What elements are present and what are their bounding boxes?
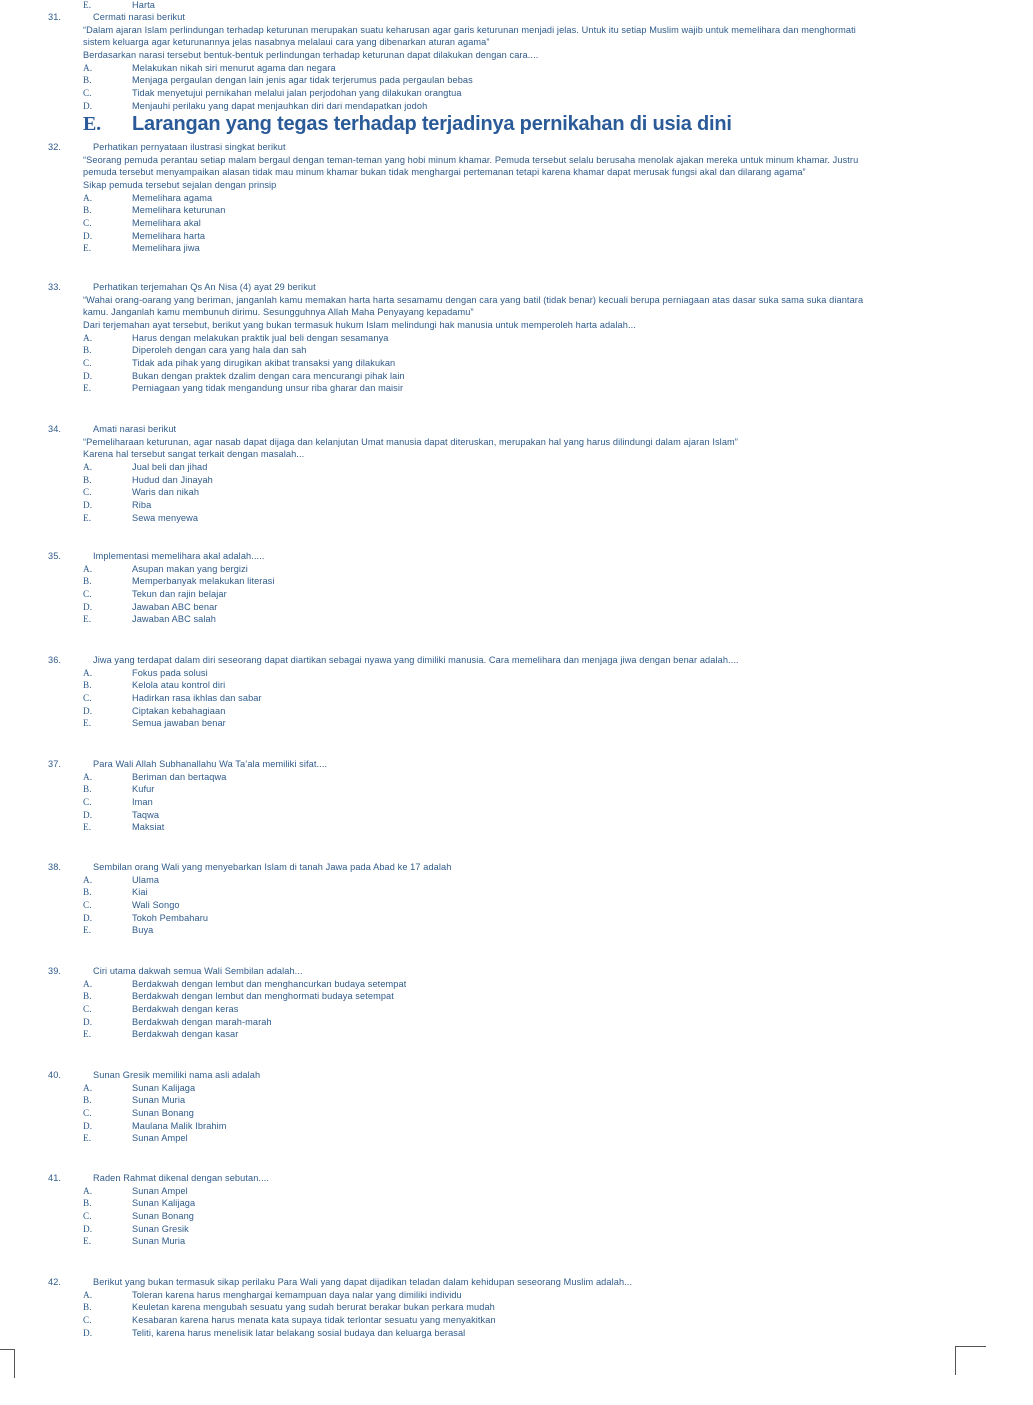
option-text: Hudud dan Jinayah: [132, 474, 213, 485]
option-text: Sunan Gresik: [132, 1223, 189, 1234]
option-text: Sunan Ampel: [132, 1185, 188, 1196]
option-label: A.: [83, 1289, 93, 1300]
option-text: Diperoleh dengan cara yang hala dan sah: [132, 345, 307, 356]
option-text: Toleran karena harus menghargai kemampuan daya nalar yang dimiliki individu: [132, 1289, 462, 1300]
option-text: Memelihara jiwa: [132, 243, 200, 254]
option-text: Kelola atau kontrol diri: [132, 680, 226, 691]
option-text: Iman: [132, 796, 153, 807]
question-number: 39.: [48, 966, 62, 976]
question-title: Jiwa yang terdapat dalam diri seseorang dapat diartikan sebagai nyawa yang dimiliki manusia. Cara memelihara dan menjaga jiwa dengan benar adalah....: [93, 655, 739, 665]
option-label: A.: [83, 771, 93, 782]
option-label: E.: [83, 1133, 92, 1144]
option-text: Jawaban ABC benar: [132, 601, 218, 612]
option-text: Semua jawaban benar: [132, 718, 226, 729]
option-label: A.: [83, 461, 93, 472]
option-label: E.: [83, 113, 101, 136]
crop-mark-right: [955, 1346, 986, 1375]
option-label: E.: [83, 1029, 92, 1040]
question-title: Amati narasi berikut: [93, 424, 177, 434]
option-text: Kufur: [132, 784, 155, 795]
option-label: B.: [83, 205, 92, 216]
option-label: A.: [83, 192, 93, 203]
option-label: D.: [83, 1223, 93, 1234]
option-label: E.: [83, 822, 92, 833]
question-stem-line: “Pemeliharaan keturunan, agar nasab dapat dijaga dan kelanjutan Umat manusia dapat diteruskan, merupakan hal yang harus dilindungi dalam ajaran Islam”: [83, 436, 738, 447]
option-text: Beriman dan bertaqwa: [132, 771, 227, 782]
option-text: Kesabaran karena harus menata kata supaya tidak terlontar sesuatu yang menyakitkan: [132, 1314, 496, 1325]
option-label: B.: [83, 784, 92, 795]
option-text: Berdakwah dengan lembut dan menghancurkan budaya setempat: [132, 978, 407, 989]
option-text: Keuletan karena mengubah sesuatu yang sudah berurat berakar bukan perkara mudah: [132, 1302, 495, 1313]
option-label: B.: [83, 75, 92, 86]
option-label: C.: [83, 1107, 92, 1118]
option-label: B.: [83, 345, 92, 356]
option-label: D.: [83, 912, 93, 923]
question-title: Para Wali Allah Subhanallahu Wa Ta’ala memiliki sifat....: [93, 759, 328, 769]
option-label: B.: [83, 887, 92, 898]
option-text: Tidak menyetujui pernikahan melalui jalan perjodohan yang dilakukan orangtua: [132, 87, 462, 98]
question-number: 34.: [48, 424, 62, 434]
option-text: Ciptakan kebahagiaan: [132, 705, 226, 716]
question-number: 36.: [48, 655, 62, 665]
option-text: Sunan Kalijaga: [132, 1198, 196, 1209]
option-label: B.: [83, 991, 92, 1002]
option-text: Jawaban ABC salah: [132, 614, 216, 625]
option-text: Sunan Bonang: [132, 1210, 194, 1221]
option-text: Berdakwah dengan lembut dan menghormati budaya setempat: [132, 991, 394, 1002]
option-label: D.: [83, 230, 93, 241]
question-stem-line: sistem keluarga agar keturunannya jelas nasabnya melalaui cara yang dibenarkan aturan agama”: [83, 37, 490, 48]
option-text: Wali Songo: [132, 899, 180, 910]
option-label: D.: [83, 370, 93, 381]
question-stem-line: “Dalam ajaran Islam perlindungan terhadap keturunan merupakan suatu keharusan agar garis keturunan menjadi jelas. Untuk itu setiap Muslim wajib untuk memelihara dan menghormati: [83, 24, 856, 35]
option-text: Sunan Bonang: [132, 1107, 194, 1118]
option-text: Memelihara keturunan: [132, 205, 226, 216]
option-label: E.: [83, 383, 92, 394]
option-label: C.: [83, 796, 92, 807]
question-title: Sembilan orang Wali yang menyebarkan Islam di tanah Jawa pada Abad ke 17 adalah: [93, 862, 452, 872]
option-label: C.: [83, 1314, 92, 1325]
option-text: Tokoh Pembaharu: [132, 912, 209, 923]
option-label: C.: [83, 87, 92, 98]
question-stem-line: kamu. Janganlah kamu membunuh dirimu. Sesungguhnya Allah Maha Penyayang kepadamu”: [83, 307, 474, 318]
option-text: Menjaga pergaulan dengan lain jenis agar tidak terjerumus pada pergaulan bebas: [132, 75, 473, 86]
option-label: A.: [83, 332, 93, 343]
option-label: E.: [83, 1236, 92, 1247]
question-number: 31.: [48, 12, 62, 22]
question-title: Perhatikan pernyataan ilustrasi singkat berikut: [93, 142, 286, 152]
option-text: Memelihara agama: [132, 192, 213, 203]
question-title: Ciri utama dakwah semua Wali Sembilan adalah...: [93, 966, 303, 976]
option-text: Ulama: [132, 874, 160, 885]
option-text: Jual beli dan jihad: [132, 461, 208, 472]
option-text: Sunan Kalijaga: [132, 1082, 196, 1093]
option-text: Tekun dan rajin belajar: [132, 588, 227, 599]
option-label: E.: [83, 718, 92, 729]
option-label: C.: [83, 588, 92, 599]
question-title: Raden Rahmat dikenal dengan sebutan....: [93, 1173, 270, 1183]
option-label: D.: [83, 1016, 93, 1027]
option-label: E.: [83, 925, 92, 936]
option-text: Waris dan nikah: [132, 487, 200, 498]
question-stem-line: Berdasarkan narasi tersebut bentuk-bentuk perlindungan terhadap keturunan dapat dilakukan dengan cara....: [83, 49, 539, 60]
option-text: Memperbanyak melakukan literasi: [132, 576, 275, 587]
option-label: D.: [83, 809, 93, 820]
question-number: 42.: [48, 1277, 62, 1287]
option-label: B.: [83, 1302, 92, 1313]
question-title: Berikut yang bukan termasuk sikap perilaku Para Wali yang dapat dijadikan teladan dalam kehidupan seseorang Muslim adalah...: [93, 1277, 633, 1287]
question-stem-line: Karena hal tersebut sangat terkait dengan masalah...: [83, 449, 305, 460]
option-label: B.: [83, 474, 92, 485]
option-label: D.: [83, 1327, 93, 1338]
option-label: A.: [83, 667, 93, 678]
option-text: Harta: [132, 0, 155, 10]
question-stem-line: “Seorang pemuda perantau setiap malam bergaul dengan teman-teman yang hobi minum khamar. Pemuda tersebut selalu berusaha menolak ajakan mereka untuk minum khamar. Justru: [83, 154, 859, 165]
option-text: Riba: [132, 499, 152, 510]
option-text: Hadirkan rasa ikhlas dan sabar: [132, 692, 262, 703]
option-text: Taqwa: [132, 809, 160, 820]
option-label: C.: [83, 1210, 92, 1221]
question-title: Perhatikan terjemahan Qs An Nisa (4) ayat 29 berikut: [93, 282, 316, 292]
question-number: 37.: [48, 759, 62, 769]
option-label: B.: [83, 680, 92, 691]
question-stem-line: pemuda tersebut menyampaikan alasan tidak mau minum khamar bukan tidak menghargai pertemanan tetapi karena khamar dapat merusak fungsi akal dan dilarang agama”: [83, 167, 806, 178]
question-stem-line: “Wahai orang-oarang yang beriman, janganlah kamu memakan harta harta sesamamu dengan cara yang batil (tidak benar) kecuali berupa perniagaan atas dasar suka sama suka diantara: [83, 294, 864, 305]
option-text: Maulana Malik Ibrahim: [132, 1120, 227, 1131]
option-text: Sunan Muria: [132, 1236, 186, 1247]
option-label: E.: [83, 0, 92, 10]
option-label: A.: [83, 62, 93, 73]
option-text: Sunan Muria: [132, 1095, 186, 1106]
question-number: 38.: [48, 862, 62, 872]
option-label: D.: [83, 499, 93, 510]
option-text: Sewa menyewa: [132, 512, 199, 523]
option-text: Perniagaan yang tidak mengandung unsur riba gharar dan maisir: [132, 383, 404, 394]
question-number: 40.: [48, 1070, 62, 1080]
option-text: Memelihara harta: [132, 230, 206, 241]
option-label: D.: [83, 100, 93, 111]
question-number: 32.: [48, 142, 62, 152]
option-label: C.: [83, 357, 92, 368]
option-text: Memelihara akal: [132, 217, 201, 228]
option-text: Teliti, karena harus menelisik latar belakang sosial budaya dan keluarga berasal: [132, 1327, 466, 1338]
option-text: Bukan dengan praktek dzalim dengan cara mencurangi pihak lain: [132, 370, 405, 381]
option-label: E.: [83, 512, 92, 523]
option-text: Harus dengan melakukan praktik jual beli dengan sesamanya: [132, 332, 389, 343]
option-text: Tidak ada pihak yang dirugikan akibat transaksi yang dilakukan: [132, 357, 396, 368]
question-number: 33.: [48, 282, 62, 292]
option-label: D.: [83, 705, 93, 716]
option-label: E.: [83, 614, 92, 625]
option-label: A.: [83, 563, 93, 574]
option-label: A.: [83, 978, 93, 989]
option-text: Kiai: [132, 887, 148, 898]
question-number: 35.: [48, 551, 62, 561]
option-label: C.: [83, 1003, 92, 1014]
option-label: B.: [83, 1095, 92, 1106]
option-text: Fokus pada solusi: [132, 667, 208, 678]
option-text: Menjauhi perilaku yang dapat menjauhkan diri dari mendapatkan jodoh: [132, 100, 428, 111]
option-text-emphasized: Larangan yang tegas terhadap terjadinya pernikahan di usia dini: [132, 113, 732, 136]
option-label: B.: [83, 576, 92, 587]
option-label: C.: [83, 899, 92, 910]
option-label: C.: [83, 487, 92, 498]
option-text: Berdakwah dengan marah-marah: [132, 1016, 272, 1027]
option-label: E.: [83, 243, 92, 254]
option-text: Sunan Ampel: [132, 1133, 188, 1144]
question-title: Sunan Gresik memiliki nama asli adalah: [93, 1070, 261, 1080]
option-text: Asupan makan yang bergizi: [132, 563, 248, 574]
option-text: Buya: [132, 925, 154, 936]
option-label: C.: [83, 692, 92, 703]
question-title: Implementasi memelihara akal adalah.....: [93, 551, 265, 561]
crop-mark-left: [0, 1349, 15, 1378]
option-label: D.: [83, 601, 93, 612]
question-title: Cermati narasi berikut: [93, 12, 186, 22]
option-label: A.: [83, 1185, 93, 1196]
option-text: Melakukan nikah siri menurut agama dan negara: [132, 62, 336, 73]
question-stem-line: Sikap pemuda tersebut sejalan dengan prinsip: [83, 179, 277, 190]
option-label: C.: [83, 217, 92, 228]
option-text: Berdakwah dengan kasar: [132, 1029, 239, 1040]
option-label: B.: [83, 1198, 92, 1209]
question-number: 41.: [48, 1173, 62, 1183]
option-label: A.: [83, 1082, 93, 1093]
option-text: Maksiat: [132, 822, 165, 833]
question-stem-line: Dari terjemahan ayat tersebut, berikut yang bukan termasuk hukum Islam melindungi hak manusia untuk memperoleh harta adalah...: [83, 319, 636, 330]
option-label: A.: [83, 874, 93, 885]
option-label: D.: [83, 1120, 93, 1131]
option-text: Berdakwah dengan keras: [132, 1003, 239, 1014]
